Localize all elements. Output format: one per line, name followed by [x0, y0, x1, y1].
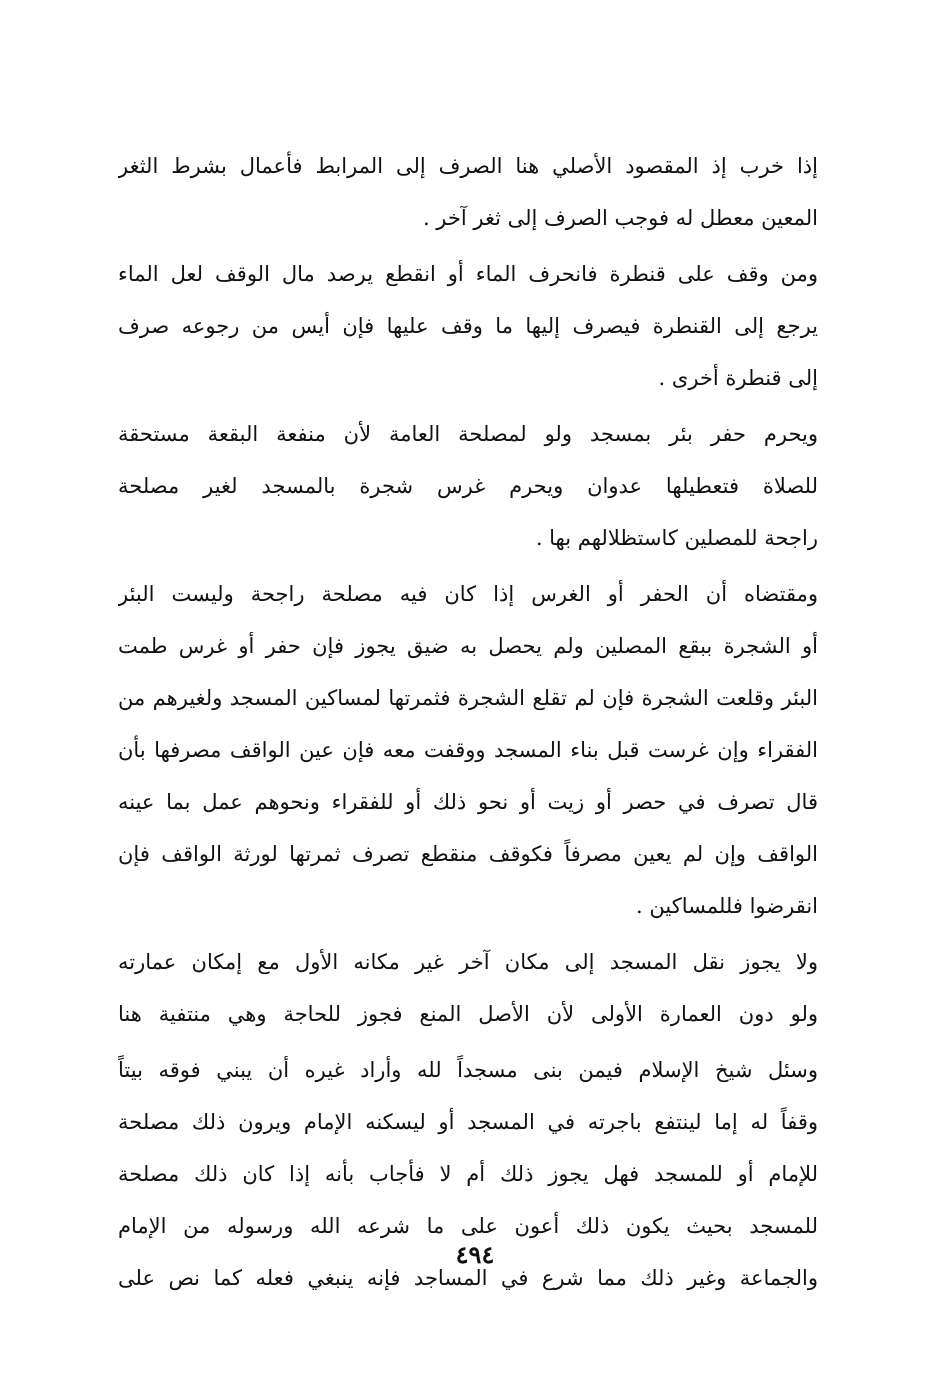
text-line: إذا خرب إذ المقصود الأصلي هنا الصرف إلى المرابط فأعمال بشرط الثغر [118, 154, 818, 178]
text-line: ولا يجوز نقل المسجد إلى مكان آخر غير مكانه الأول مع إمكان عمارته [118, 950, 818, 974]
paragraph [118, 248, 818, 404]
text-line: يرجع إلى القنطرة فيصرف إليها ما وقف عليها فإن أيس من رجوعه صرف [118, 314, 818, 338]
text-line: ومن وقف على قنطرة فانحرف الماء أو انقطع يرصد مال الوقف لعل الماء [118, 262, 818, 286]
paragraph [118, 140, 818, 244]
text-line: الواقف وإن لم يعين مصرفاً فكوقف منقطع تصرف ثمرتها لورثة الواقف فإن [118, 842, 818, 866]
page-number: ٤٩٤ [455, 1240, 495, 1269]
text-line: وسئل شيخ الإسلام فيمن بنى مسجداً لله وأراد غيره أن يبني فوقه بيتاً [118, 1058, 818, 1082]
text-line: للإمام أو للمسجد فهل يجوز ذلك أم لا فأجاب بأنه إذا كان ذلك مصلحة [118, 1162, 818, 1186]
text-line: وقفاً له إما لينتفع باجرته في المسجد أو ليسكنه الإمام ويرون ذلك مصلحة [118, 1110, 818, 1134]
paragraph [118, 936, 818, 1040]
text-line: راجحة للمصلين كاستظلالهم بها . [535, 526, 818, 550]
text-line: والجماعة وغير ذلك مما شرع في المساجد فإنه ينبغي فعله كما نص على [118, 1266, 818, 1290]
text-line: البئر وقلعت الشجرة فإن لم تقلع الشجرة فثمرتها لمساكين المسجد ولغيرهم من [118, 686, 818, 710]
text-line: إلى قنطرة أخرى . [658, 366, 818, 390]
paragraph [118, 568, 818, 932]
text-line: ومقتضاه أن الحفر أو الغرس إذا كان فيه مصلحة راجحة وليست البئر [118, 582, 818, 606]
text-line: الفقراء وإن غرست قبل بناء المسجد ووقفت معه فإن عين الواقف مصرفها بأن [118, 738, 818, 762]
text-line: للصلاة فتعطيلها عدوان ويحرم غرس شجرة بالمسجد لغير مصلحة [118, 474, 818, 498]
text-line: للمسجد بحيث يكون ذلك أعون على ما شرعه الله ورسوله من الإمام [118, 1214, 818, 1238]
text-line: المعين معطل له فوجب الصرف إلى ثغر آخر . [422, 206, 818, 230]
text-line: قال تصرف في حصر أو زيت أو نحو ذلك أو للفقراء ونحوهم عمل بما عينه [118, 790, 818, 814]
page-body [118, 140, 818, 1308]
text-line: انقرضوا فللمساكين . [636, 894, 818, 918]
text-line: أو الشجرة ببقع المصلين ولم يحصل به ضيق يجوز فإن حفر أو غرس طمت [118, 634, 818, 658]
paragraph [118, 408, 818, 564]
text-line: ويحرم حفر بئر بمسجد ولو لمصلحة العامة لأن منفعة البقعة مستحقة [118, 422, 818, 446]
text-line: ولو دون العمارة الأولى لأن الأصل المنع فجوز للحاجة وهي منتفية هنا [118, 1002, 818, 1026]
